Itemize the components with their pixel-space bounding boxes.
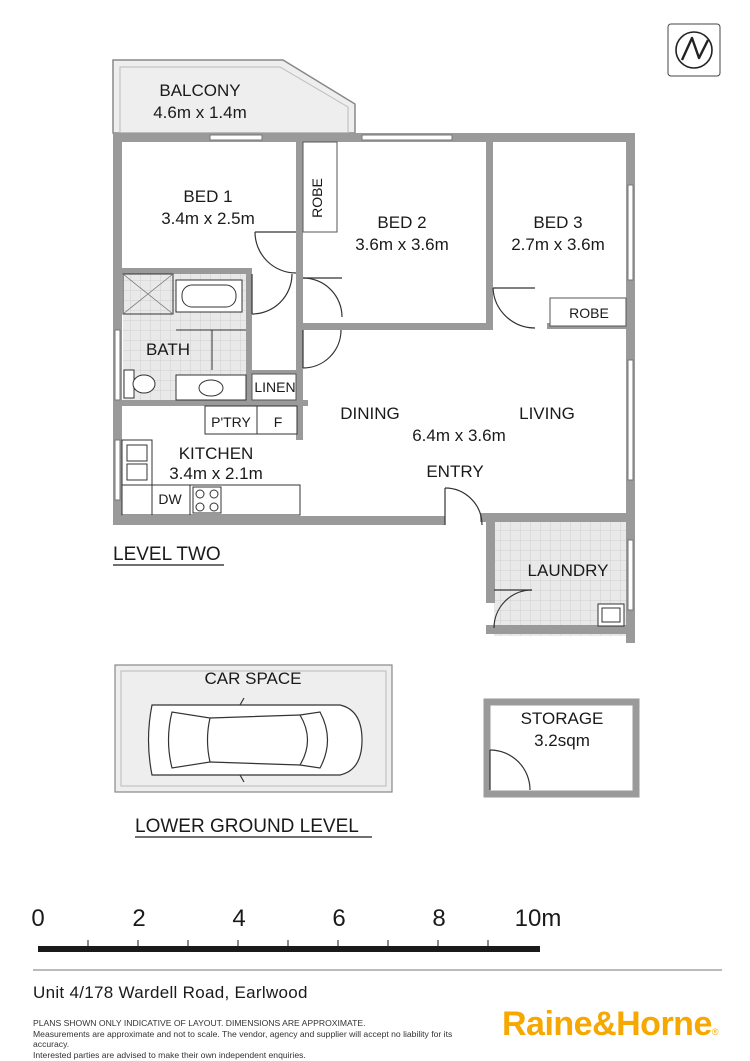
entry-label: ENTRY [426, 462, 484, 481]
bathtub [176, 280, 242, 312]
balcony-label: BALCONY [159, 81, 241, 100]
car-space-label: CAR SPACE [204, 669, 302, 688]
storage-size: 3.2sqm [534, 731, 590, 750]
storage-label: STORAGE [520, 709, 604, 728]
brand-logo [502, 1005, 718, 1044]
brand-registered-mark: ® [711, 1027, 718, 1037]
bed3-label: BED 3 [533, 213, 583, 232]
fridge-label: F [273, 414, 283, 430]
bed2-label: BED 2 [377, 213, 427, 232]
disclaimer [33, 1018, 463, 1060]
living-label: LIVING [519, 404, 575, 423]
scale-label-4: 4 [232, 905, 246, 932]
level-two-label: LEVEL TWO [113, 544, 221, 565]
balcony-size: 4.6m x 1.4m [153, 103, 247, 122]
disclaimer-line-3: Interested parties are advised to make their own independent enquiries. [33, 1049, 306, 1060]
disclaimer-line-2: Measurements are approximate and not to scale. The vendor, agency and supplier will accept no liability for its accuracy. [33, 1028, 453, 1049]
living-size: 6.4m x 3.6m [412, 426, 506, 445]
bed3-size: 2.7m x 3.6m [511, 235, 605, 254]
bed1-size: 3.4m x 2.5m [161, 209, 255, 228]
laundry-label: LAUNDRY [527, 561, 609, 580]
bed1-label: BED 1 [183, 187, 233, 206]
scale-label-2: 2 [132, 905, 146, 932]
kitchen-label: KITCHEN [178, 444, 254, 463]
pantry-label: P'TRY [211, 414, 251, 430]
car-icon [149, 698, 363, 782]
scale-bar [38, 940, 540, 952]
scale-label-10: 10m [514, 905, 562, 932]
property-address: Unit 4/178 Wardell Road, Earlwood [33, 983, 308, 1002]
robe-bed3-label: ROBE [569, 305, 609, 321]
lower-ground-label: LOWER GROUND LEVEL [135, 816, 359, 837]
robe-bed2-label: ROBE [309, 178, 325, 218]
bath-label: BATH [145, 340, 191, 359]
kitchen-size: 3.4m x 2.1m [169, 464, 263, 483]
scale-label-6: 6 [332, 905, 346, 932]
dining-label: DINING [340, 404, 400, 423]
bed2-size: 3.6m x 3.6m [355, 235, 449, 254]
disclaimer-line-1: PLANS SHOWN ONLY INDICATIVE OF LAYOUT. DIMENSIONS ARE APPROXIMATE. [33, 1018, 366, 1028]
scale-label-8: 8 [432, 905, 446, 932]
dishwasher-label: DW [158, 491, 182, 507]
linen-label: LINEN [254, 379, 296, 395]
north-arrow-icon [668, 24, 720, 76]
vanity-basin [176, 375, 246, 400]
scale-label-0: 0 [31, 905, 45, 932]
brand-name: Raine&Horne [501, 1005, 712, 1043]
laundry-tub [598, 604, 624, 626]
